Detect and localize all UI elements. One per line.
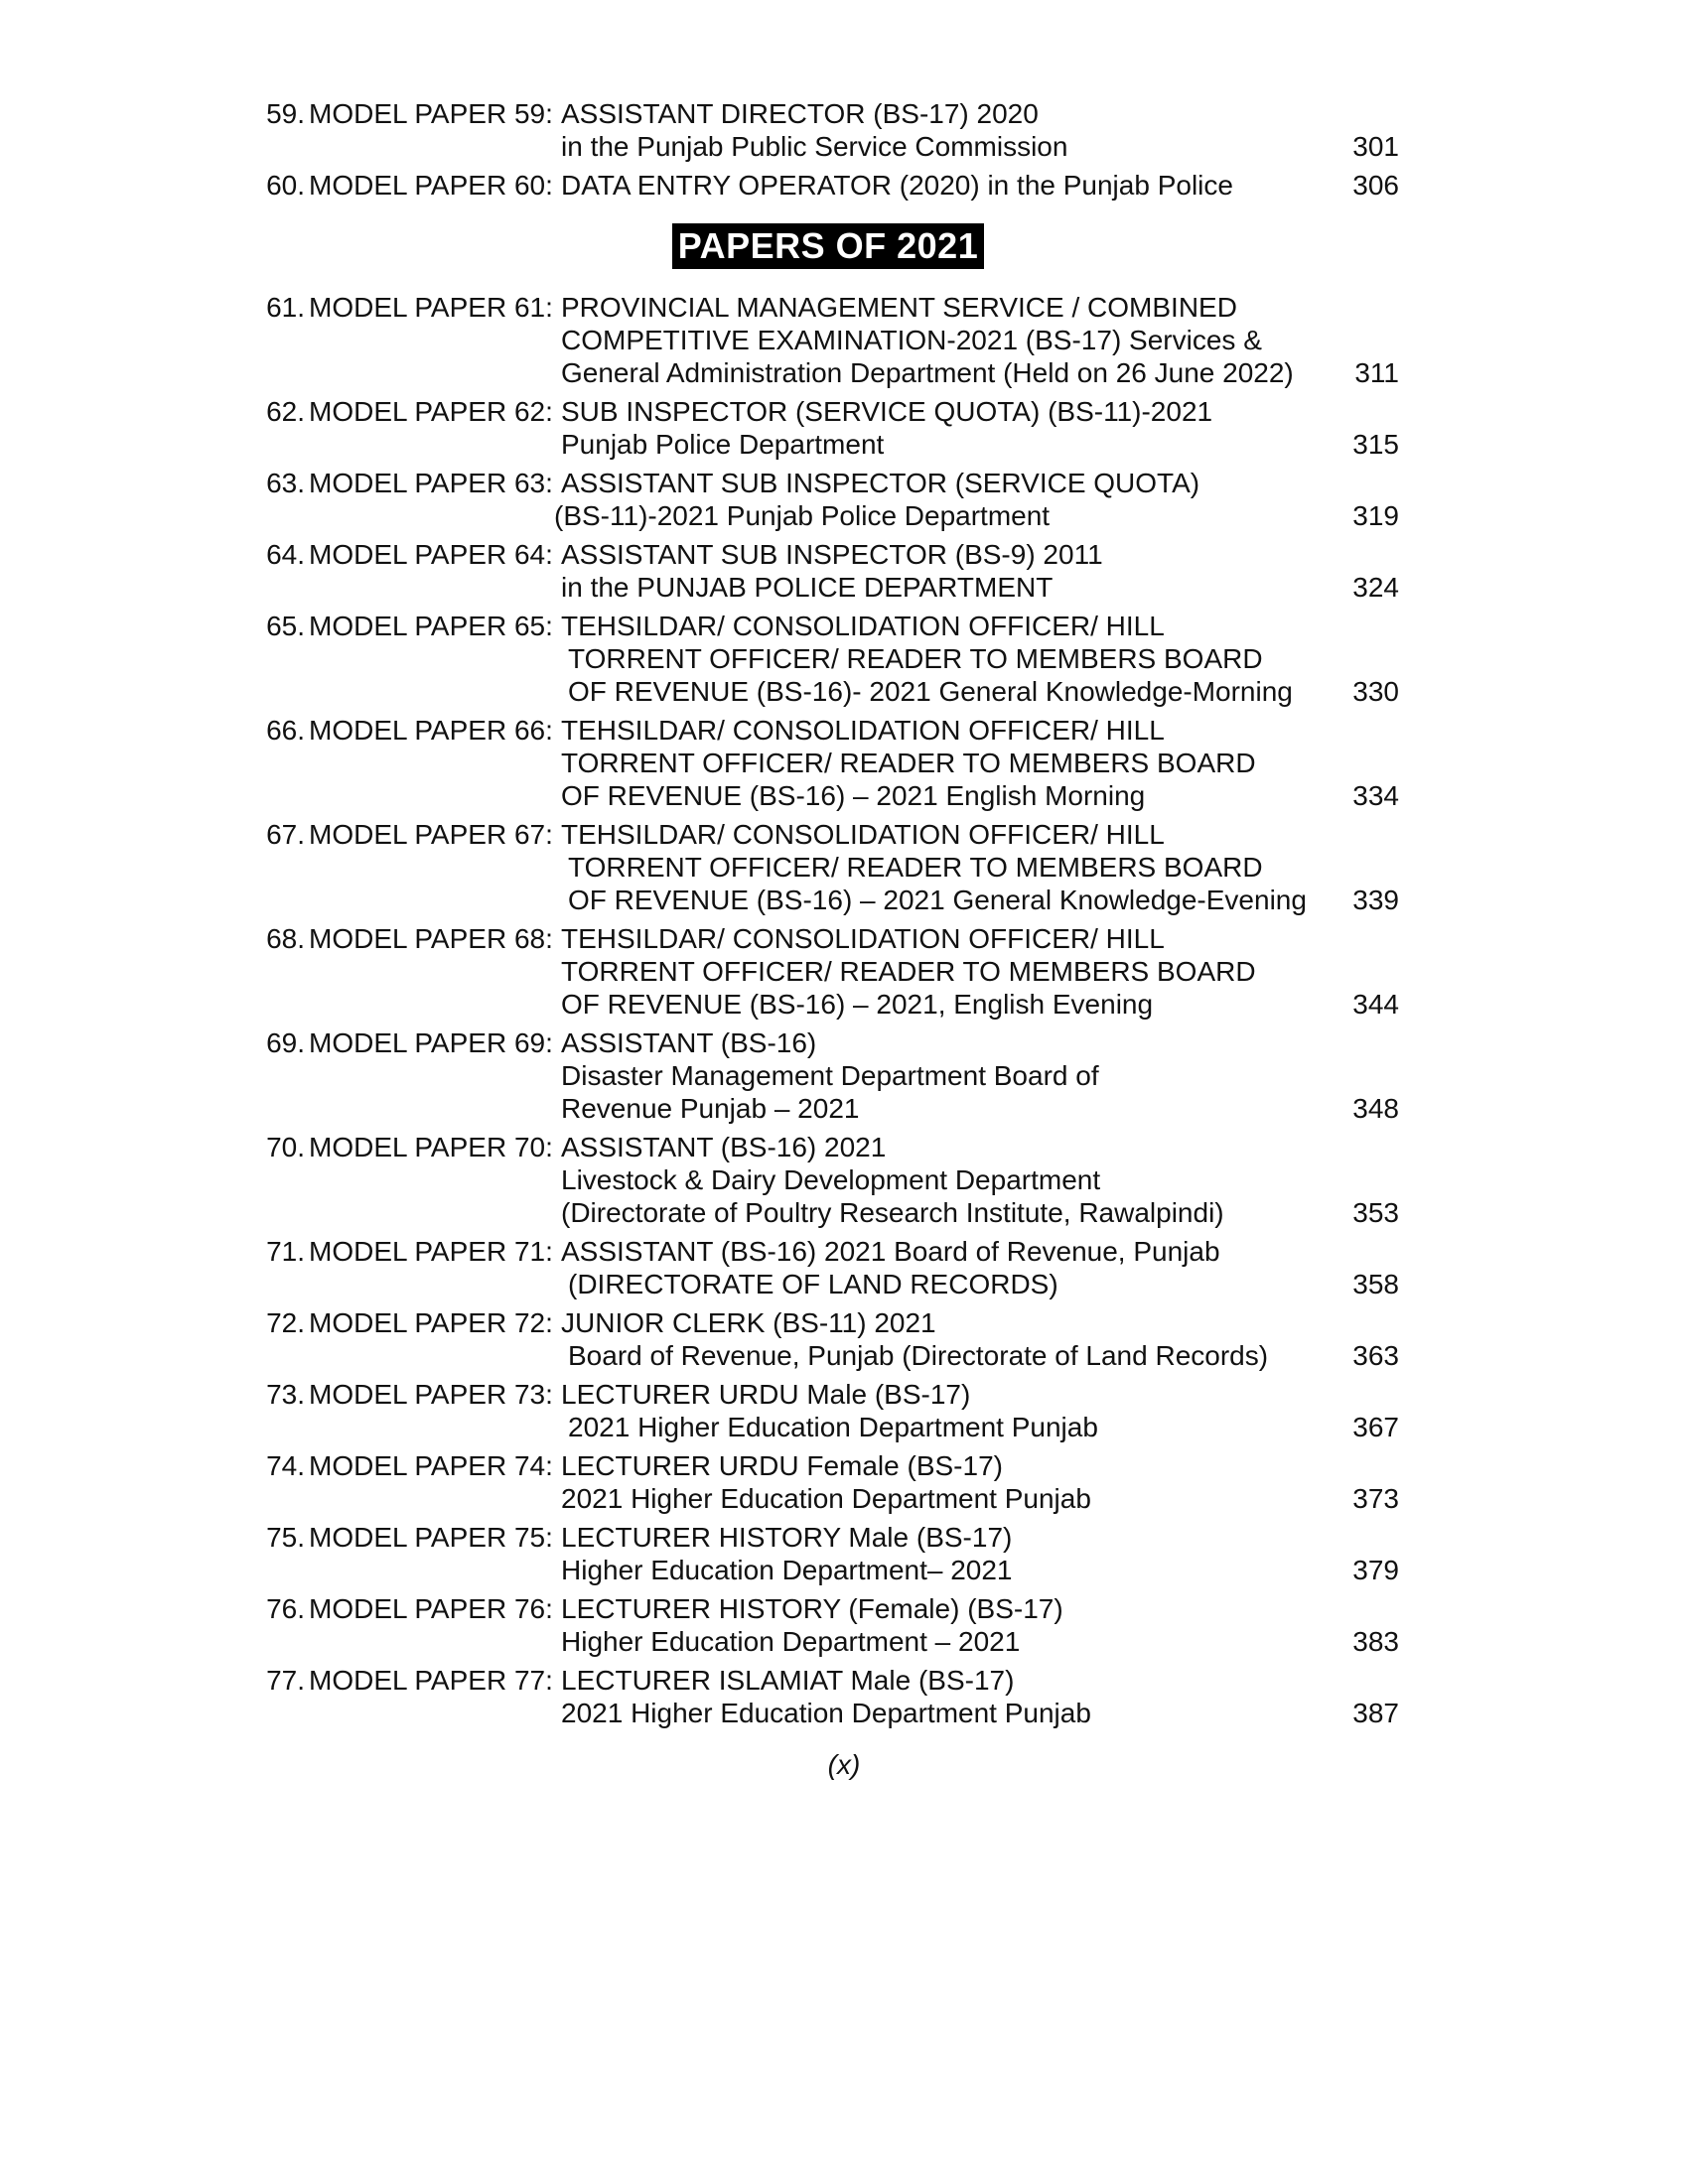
- toc-entry: [257, 169, 1399, 202]
- entry-title: [561, 1521, 1320, 1586]
- entry-number: 75.: [266, 1522, 305, 1553]
- entry-title-line: in the PUNJAB POLICE DEPARTMENT: [561, 572, 1054, 603]
- entry-number: 71.: [266, 1236, 305, 1267]
- entry-label: MODEL PAPER 62:: [309, 396, 553, 427]
- entry-number: 77.: [266, 1665, 305, 1696]
- entry-page-number: 315: [1352, 429, 1399, 460]
- entry-title: [561, 538, 1320, 604]
- entry-title: [561, 395, 1320, 461]
- entry-label: MODEL PAPER 69:: [309, 1027, 553, 1058]
- entry-title-line: OF REVENUE (BS-16)- 2021 General Knowledge-Morning: [568, 676, 1293, 707]
- toc-entry: [257, 395, 1399, 461]
- entry-title-line: LECTURER HISTORY (Female) (BS-17): [561, 1593, 1063, 1624]
- entry-number: 66.: [266, 715, 305, 746]
- entry-number: 59.: [266, 98, 305, 129]
- entry-number: 60.: [266, 170, 305, 201]
- entry-page-number: 383: [1352, 1626, 1399, 1657]
- entry-title-line: in the Punjab Public Service Commission: [561, 131, 1068, 162]
- entry-title-line: ASSISTANT (BS-16) 2021 Board of Revenue, Punjab: [561, 1236, 1220, 1267]
- entry-title-line: LECTURER ISLAMIAT Male (BS-17): [561, 1665, 1015, 1696]
- entry-page-number: 387: [1352, 1698, 1399, 1728]
- entry-title-line: TEHSILDAR/ CONSOLIDATION OFFICER/ HILL: [561, 715, 1165, 746]
- entry-title: [554, 467, 1320, 532]
- entry-title-line: (BS-11)-2021 Punjab Police Department: [554, 500, 1051, 531]
- entry-title-line: 2021 Higher Education Department Punjab: [568, 1412, 1098, 1442]
- entry-label: MODEL PAPER 59:: [309, 98, 553, 129]
- entry-page-number: 379: [1352, 1555, 1399, 1585]
- entry-title: [561, 610, 1320, 708]
- entry-title-line: LECTURER URDU Male (BS-17): [561, 1379, 971, 1410]
- entry-number: 67.: [266, 819, 305, 850]
- toc-entry: [257, 610, 1399, 708]
- entry-title-line: 2021 Higher Education Department Punjab: [561, 1483, 1091, 1514]
- entry-title-line: DATA ENTRY OPERATOR (2020) in the Punjab Police: [561, 170, 1233, 201]
- entry-number: 70.: [266, 1132, 305, 1162]
- entry-page-number: 339: [1352, 885, 1399, 915]
- page-footer-number: (x): [827, 1749, 861, 1780]
- entry-label: MODEL PAPER 74:: [309, 1450, 553, 1481]
- entry-title-line: OF REVENUE (BS-16) – 2021 General Knowledge-Evening: [568, 885, 1307, 915]
- entry-number: 72.: [266, 1307, 305, 1338]
- entry-label: MODEL PAPER 67:: [309, 819, 553, 850]
- entry-title: [561, 1306, 1320, 1372]
- toc-entry: [257, 1131, 1399, 1229]
- entry-title: [561, 1131, 1320, 1229]
- toc-entry: [257, 538, 1399, 604]
- toc-entry: [257, 1378, 1399, 1443]
- toc-entry: [257, 714, 1399, 812]
- toc-entry: [257, 467, 1399, 532]
- entry-page-number: 353: [1352, 1197, 1399, 1228]
- entry-title: [561, 1026, 1320, 1125]
- entry-label: MODEL PAPER 72:: [309, 1307, 553, 1338]
- entry-label: MODEL PAPER 60:: [309, 170, 553, 201]
- toc-entry: [257, 1521, 1399, 1586]
- entry-title-line: TORRENT OFFICER/ READER TO MEMBERS BOARD: [568, 643, 1263, 674]
- entry-title: [561, 97, 1320, 163]
- toc-entry: [257, 291, 1399, 389]
- entry-number: 65.: [266, 611, 305, 641]
- entry-title-line: TEHSILDAR/ CONSOLIDATION OFFICER/ HILL: [561, 923, 1165, 954]
- toc-entry: [257, 97, 1399, 163]
- entry-title-line: Disaster Management Department Board of: [561, 1060, 1099, 1091]
- entry-label: MODEL PAPER 66:: [309, 715, 553, 746]
- toc-entry: [257, 1664, 1399, 1729]
- entry-title-line: TORRENT OFFICER/ READER TO MEMBERS BOARD: [568, 852, 1263, 883]
- entry-label: MODEL PAPER 64:: [309, 539, 553, 570]
- entry-title-line: ASSISTANT SUB INSPECTOR (SERVICE QUOTA): [561, 468, 1200, 498]
- entry-label: MODEL PAPER 70:: [309, 1132, 553, 1162]
- entry-page-number: 306: [1352, 170, 1399, 201]
- entry-page-number: 301: [1352, 131, 1399, 162]
- entry-title-line: (Directorate of Poultry Research Institute, Rawalpindi): [561, 1197, 1224, 1228]
- entry-title: [561, 714, 1320, 812]
- entry-page-number: 344: [1352, 989, 1399, 1020]
- entry-label: MODEL PAPER 68:: [309, 923, 553, 954]
- entry-title-line: TEHSILDAR/ CONSOLIDATION OFFICER/ HILL: [561, 819, 1165, 850]
- entry-page-number: 330: [1352, 676, 1399, 707]
- entry-title: [561, 922, 1320, 1021]
- entry-title-line: COMPETITIVE EXAMINATION-2021 (BS-17) Services &: [561, 325, 1262, 355]
- entry-title: [561, 818, 1320, 916]
- toc-entry: [257, 1449, 1399, 1515]
- entry-title: [561, 1378, 1320, 1443]
- toc-entry: [257, 1306, 1399, 1372]
- entry-number: 69.: [266, 1027, 305, 1058]
- entry-number: 73.: [266, 1379, 305, 1410]
- entry-label: MODEL PAPER 65:: [309, 611, 553, 641]
- toc-entry: [257, 1026, 1399, 1125]
- entry-title-line: SUB INSPECTOR (SERVICE QUOTA) (BS-11)-2021: [561, 396, 1213, 427]
- entry-title-line: Board of Revenue, Punjab (Directorate of Land Records): [568, 1340, 1269, 1371]
- entry-number: 61.: [266, 292, 305, 323]
- entry-title-line: Higher Education Department– 2021: [561, 1555, 1013, 1585]
- entry-page-number: 324: [1352, 572, 1399, 603]
- entry-title-line: ASSISTANT SUB INSPECTOR (BS-9) 2011: [561, 539, 1103, 570]
- entry-title-line: ASSISTANT (BS-16) 2021: [561, 1132, 887, 1162]
- table-of-contents: [257, 97, 1399, 1735]
- entry-title: [561, 1592, 1320, 1658]
- entry-number: 63.: [266, 468, 305, 498]
- entry-title-line: Punjab Police Department: [561, 429, 885, 460]
- entry-title-line: TORRENT OFFICER/ READER TO MEMBERS BOARD: [561, 956, 1256, 987]
- entry-page-number: 373: [1352, 1483, 1399, 1514]
- entry-title: [561, 1664, 1320, 1729]
- entry-page-number: 319: [1352, 500, 1399, 531]
- entry-title-line: LECTURER URDU Female (BS-17): [561, 1450, 1003, 1481]
- entry-title-line: Livestock & Dairy Development Department: [561, 1164, 1101, 1195]
- toc-entry: [257, 1235, 1399, 1300]
- entry-label: MODEL PAPER 76:: [309, 1593, 553, 1624]
- entry-number: 76.: [266, 1593, 305, 1624]
- entry-number: 64.: [266, 539, 305, 570]
- toc-entry: [257, 1592, 1399, 1658]
- section-heading: [257, 209, 1399, 283]
- entry-label: MODEL PAPER 61:: [309, 292, 553, 323]
- entry-number: 62.: [266, 396, 305, 427]
- entry-title-line: (DIRECTORATE OF LAND RECORDS): [568, 1269, 1058, 1299]
- entry-title-line: PROVINCIAL MANAGEMENT SERVICE / COMBINED: [561, 292, 1237, 323]
- entry-label: MODEL PAPER 75:: [309, 1522, 553, 1553]
- entry-label: MODEL PAPER 63:: [309, 468, 553, 498]
- entry-title-line: LECTURER HISTORY Male (BS-17): [561, 1522, 1013, 1553]
- entry-label: MODEL PAPER 77:: [309, 1665, 553, 1696]
- entry-page-number: 363: [1352, 1340, 1399, 1371]
- entry-title-line: TORRENT OFFICER/ READER TO MEMBERS BOARD: [561, 748, 1256, 778]
- entry-title-line: TEHSILDAR/ CONSOLIDATION OFFICER/ HILL: [561, 611, 1165, 641]
- entry-page-number: 334: [1352, 780, 1399, 811]
- entry-title-line: General Administration Department (Held on 26 June 2022): [561, 357, 1294, 388]
- entry-title-line: ASSISTANT (BS-16): [561, 1027, 817, 1058]
- entry-title-line: OF REVENUE (BS-16) – 2021, English Evening: [561, 989, 1154, 1020]
- entry-title-line: JUNIOR CLERK (BS-11) 2021: [561, 1307, 936, 1338]
- entry-title: [561, 1235, 1320, 1300]
- toc-entry: [257, 818, 1399, 916]
- entry-number: 68.: [266, 923, 305, 954]
- entry-title-line: ASSISTANT DIRECTOR (BS-17) 2020: [561, 98, 1039, 129]
- entry-title-line: OF REVENUE (BS-16) – 2021 English Morning: [561, 780, 1146, 811]
- entry-title-line: 2021 Higher Education Department Punjab: [561, 1698, 1091, 1728]
- entry-title: [561, 291, 1320, 389]
- entry-page-number: 311: [1354, 357, 1399, 388]
- entry-page-number: 367: [1352, 1412, 1399, 1442]
- entry-title: [561, 1449, 1320, 1515]
- toc-entry: [257, 922, 1399, 1021]
- entry-number: 74.: [266, 1450, 305, 1481]
- entry-title-line: Higher Education Department – 2021: [561, 1626, 1021, 1657]
- entry-label: MODEL PAPER 71:: [309, 1236, 553, 1267]
- entry-title: [561, 169, 1320, 202]
- section-heading-text: PAPERS OF 2021: [672, 223, 984, 269]
- entry-page-number: 348: [1352, 1093, 1399, 1124]
- entry-title-line: Revenue Punjab – 2021: [561, 1093, 860, 1124]
- entry-page-number: 358: [1352, 1269, 1399, 1299]
- entry-label: MODEL PAPER 73:: [309, 1379, 553, 1410]
